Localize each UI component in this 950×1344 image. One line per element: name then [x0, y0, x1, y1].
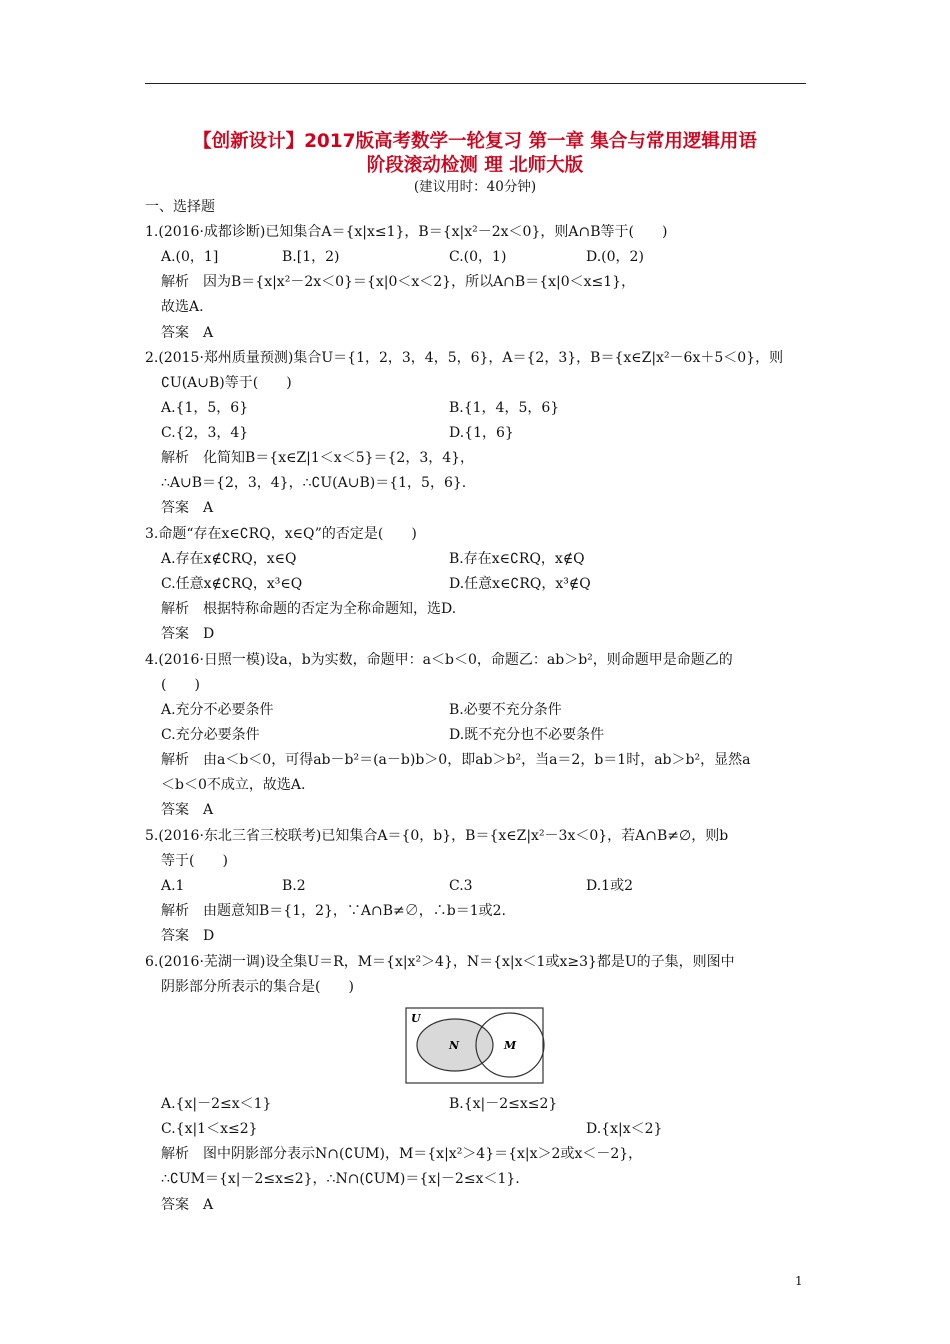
q5-option-c: C.3: [449, 878, 473, 894]
q4-analysis-cont: ＜b＜0不成立，故选A.: [161, 777, 306, 793]
venn-label-n: N: [449, 1039, 460, 1052]
q6-option-a: A.{x|－2≤x＜1}: [161, 1096, 272, 1112]
q5-option-d: D.1或2: [586, 878, 633, 894]
q5-option-a: A.1: [161, 878, 185, 894]
q1-option-a: A.(0，1]: [161, 249, 219, 265]
q6-stem-cont: 阴影部分所表示的集合是( ): [161, 979, 354, 995]
q4-answer: 答案 A: [161, 802, 214, 818]
q6-option-c: C.{x|1＜x≤2}: [161, 1121, 258, 1137]
q3-option-b: B.存在x∈∁RQ，x∉Q: [449, 551, 585, 567]
doc-subtitle: (建议用时：40分钟): [413, 179, 537, 195]
q2-stem-cont: ∁U(A∪B)等于( ): [161, 375, 292, 391]
q1-analysis-cont: 故选A.: [161, 299, 204, 315]
venn-diagram: [405, 1007, 545, 1085]
q2-stem: 2.(2015·郑州质量预测)集合U＝{1，2，3，4，5，6}，A＝{2，3}，B＝{x∈Z|x²－6x＋5＜0}，则: [145, 350, 784, 366]
q5-answer: 答案 D: [161, 928, 215, 944]
q5-analysis: 解析 由题意知B＝{1，2}，∵A∩B≠∅，∴b＝1或2.: [161, 903, 507, 919]
q1-stem: 1.(2016·成都诊断)已知集合A＝{x|x≤1}，B＝{x|x²－2x＜0}，则A∩B等于( ): [145, 224, 668, 240]
q5-option-b: B.2: [282, 878, 306, 894]
q2-option-c: C.{2，3，4}: [161, 425, 249, 441]
q2-option-b: B.{1，4，5，6}: [449, 400, 560, 416]
q4-option-d: D.既不充分也不必要条件: [449, 727, 605, 743]
doc-title-line1: 【创新设计】2017版高考数学一轮复习 第一章 集合与常用逻辑用语: [193, 131, 757, 152]
section-heading: 一、选择题: [145, 199, 215, 215]
q1-analysis: 解析 因为B＝{x|x²－2x＜0}＝{x|0＜x＜2}，所以A∩B＝{x|0＜x≤1}，: [161, 274, 636, 290]
venn-label-u: U: [411, 1012, 421, 1025]
q5-stem-cont: 等于( ): [161, 853, 228, 869]
q3-stem: 3.命题“存在x∈∁RQ，x∈Q”的否定是( ): [145, 526, 417, 542]
q4-analysis: 解析 由a＜b＜0，可得ab－b²＝(a－b)b＞0，即ab＞b²，当a＝2，b＝1时，ab＞b²，显然a: [161, 752, 751, 768]
q3-option-c: C.任意x∉∁RQ，x³∈Q: [161, 576, 303, 592]
q1-option-d: D.(0，2): [586, 249, 644, 265]
q3-option-d: D.任意x∈∁RQ，x³∉Q: [449, 576, 591, 592]
page-number: 1: [795, 1274, 803, 1288]
q2-analysis-cont: ∴A∪B＝{2，3，4}，∴∁U(A∪B)＝{1，5，6}.: [161, 475, 467, 491]
q4-stem: 4.(2016·日照一模)设a，b为实数，命题甲：a＜b＜0，命题乙：ab＞b²，则命题甲是命题乙的: [145, 652, 733, 668]
q5-stem: 5.(2016·东北三省三校联考)已知集合A＝{0，b}，B＝{x∈Z|x²－3x＜0}，若A∩B≠∅，则b: [145, 828, 729, 844]
venn-label-m: M: [504, 1039, 517, 1052]
q6-analysis: 解析 图中阴影部分表示N∩(∁UM)，M＝{x|x²＞4}＝{x|x＞2或x＜－2}，: [161, 1146, 643, 1162]
q4-option-c: C.充分必要条件: [161, 727, 260, 743]
doc-title-line2: 阶段滚动检测 理 北师大版: [366, 155, 584, 176]
q3-analysis: 解析 根据特称命题的否定为全称命题知，选D.: [161, 601, 457, 617]
q1-option-b: B.[1，2): [282, 249, 340, 265]
q6-answer: 答案 A: [161, 1197, 214, 1213]
q3-answer: 答案 D: [161, 626, 215, 642]
q6-analysis-cont: ∴∁UM＝{x|－2≤x≤2}，∴N∩(∁UM)＝{x|－2≤x＜1}.: [161, 1171, 520, 1187]
q2-option-a: A.{1，5，6}: [161, 400, 249, 416]
q1-answer: 答案 A: [161, 325, 214, 341]
q1-option-c: C.(0，1): [449, 249, 507, 265]
q2-option-d: D.{1，6}: [449, 425, 514, 441]
q3-option-a: A.存在x∉∁RQ，x∈Q: [161, 551, 297, 567]
q4-option-a: A.充分不必要条件: [161, 702, 274, 718]
q2-analysis: 解析 化简知B＝{x∈Z|1＜x＜5}＝{2，3，4}，: [161, 450, 475, 466]
q2-answer: 答案 A: [161, 500, 214, 516]
header-rule: [145, 83, 806, 84]
q6-option-d: D.{x|x＜2}: [586, 1121, 663, 1137]
q6-stem: 6.(2016·芜湖一调)设全集U＝R，M＝{x|x²＞4}，N＝{x|x＜1或x≥3}都是U的子集，则图中: [145, 954, 735, 970]
q4-option-b: B.必要不充分条件: [449, 702, 562, 718]
q6-option-b: B.{x|－2≤x≤2}: [449, 1096, 558, 1112]
q4-stem-cont: ( ): [161, 677, 200, 693]
